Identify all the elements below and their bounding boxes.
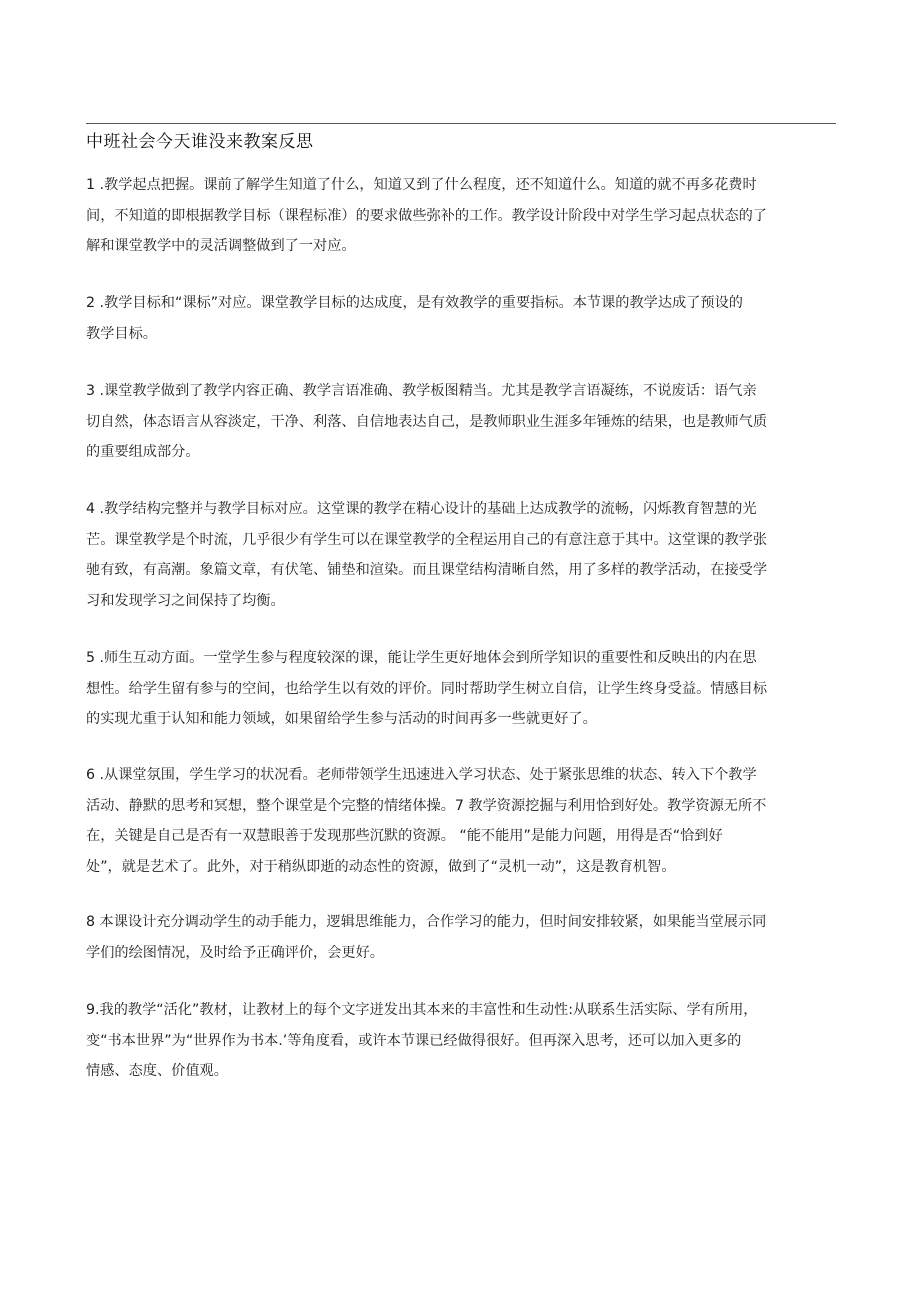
text-line: 3 .课堂教学做到了教学内容正确、教学言语准确、教学板图精当。尤其是教学言语凝练，不说废话：语气亲 — [86, 383, 757, 399]
text-line: 切自然，体态语言从容淡定，干净、利落、自信地表达自己，是教师职业生涯多年锤炼的结果，也是教师气质 — [86, 413, 768, 430]
text-line: 变“书本世界”为“世界作为书本.’等角度看，或许本节课已经做得很好。但再深入思考，还可以加入更多的 — [86, 1032, 742, 1049]
text-line: 教学目标。 — [86, 325, 157, 342]
paragraph-1 — [86, 170, 836, 262]
text-line: 在，关键是自己是否有一双慧眼善于发现那些沉默的资源。 “能不能用”是能力问题，用得是否“恰到好 — [86, 828, 723, 844]
text-line: 9.我的教学“活化”教材，让教材上的每个文字迸发出其本来的丰富性和生动性:从联系生活实际、学有所用， — [86, 1002, 758, 1018]
document-title: 中班社会今天谁没来教案反思 — [86, 132, 314, 152]
paragraph-9 — [86, 995, 836, 1087]
text-line: 芒。课堂教学是个时流，几乎很少有学生可以在课堂教学的全程运用自己的有意注意于其中。这堂课的教学张 — [86, 531, 768, 548]
text-line: 情感、态度、价值观。 — [86, 1063, 228, 1079]
paragraph-4 — [86, 494, 836, 616]
text-line: 想性。给学生留有参与的空间，也给学生以有效的评价。同时帮助学生树立自信，让学生终身受益。情感目标 — [86, 680, 768, 697]
text-line: 的重要组成部分。 — [86, 444, 200, 460]
text-line: 的实现尤重于认知和能力领域，如果留给学生参与活动的时间再多一些就更好了。 — [86, 711, 597, 727]
text-line: 8 本课设计充分调动学生的动手能力，逻辑思维能力，合作学习的能力，但时间安排较紧，如果能当堂展示同 — [86, 914, 767, 930]
text-line: 1 .教学起点把握。课前了解学生知道了什么，知道又到了什么程度，还不知道什么。知道的就不再多花费时 — [86, 177, 757, 193]
text-line: 学们的绘图情况，及时给予正确评价，会更好。 — [86, 944, 384, 961]
text-line: 6 .从课堂氛围，学生学习的状况看。老师带领学生迅速进入学习状态、处于紧张思维的状态、转入下个教学 — [86, 767, 757, 783]
text-line: 2 .教学目标和“课标”对应。课堂教学目标的达成度，是有效教学的重要指标。本节课的教学达成了预设的 — [86, 295, 743, 311]
text-line: 解和课堂教学中的灵活调整做到了一对应。 — [86, 238, 356, 254]
text-line: 活动、静默的思考和冥想，整个课堂是个完整的情绪体操。7 教学资源挖掘与利用恰到好处。教学资源无所不 — [86, 797, 767, 814]
text-line: 习和发现学习之间保持了均衡。 — [86, 592, 285, 609]
text-line: 4 .教学结构完整并与教学目标对应。这堂课的教学在精心设计的基础上达成教学的流畅，闪烁教育智慧的光 — [86, 501, 757, 517]
text-line: 驰有致，有高潮。象篇文章，有伏笔、铺垫和渲染。而且课堂结构清晰自然，用了多样的教学活动，在接受学 — [86, 562, 768, 578]
header-rule — [86, 123, 836, 124]
paragraph-5 — [86, 643, 836, 735]
text-line: 5 .师生互动方面。一堂学生参与程度较深的课，能让学生更好地体会到所学知识的重要性和反映出的内在思 — [86, 650, 757, 666]
text-line: 处”，就是艺术了。此外，对于稍纵即逝的动态性的资源，做到了“灵机一动”，这是教育机智。 — [86, 858, 676, 875]
paragraph-8 — [86, 907, 836, 968]
text-line: 间，不知道的即根据教学目标（课程标准）的要求做些弥补的工作。教学设计阶段中对学生学习起点状态的了 — [86, 207, 768, 224]
paragraph-2 — [86, 288, 836, 349]
paragraph-3 — [86, 376, 836, 468]
paragraph-6 — [86, 760, 836, 882]
